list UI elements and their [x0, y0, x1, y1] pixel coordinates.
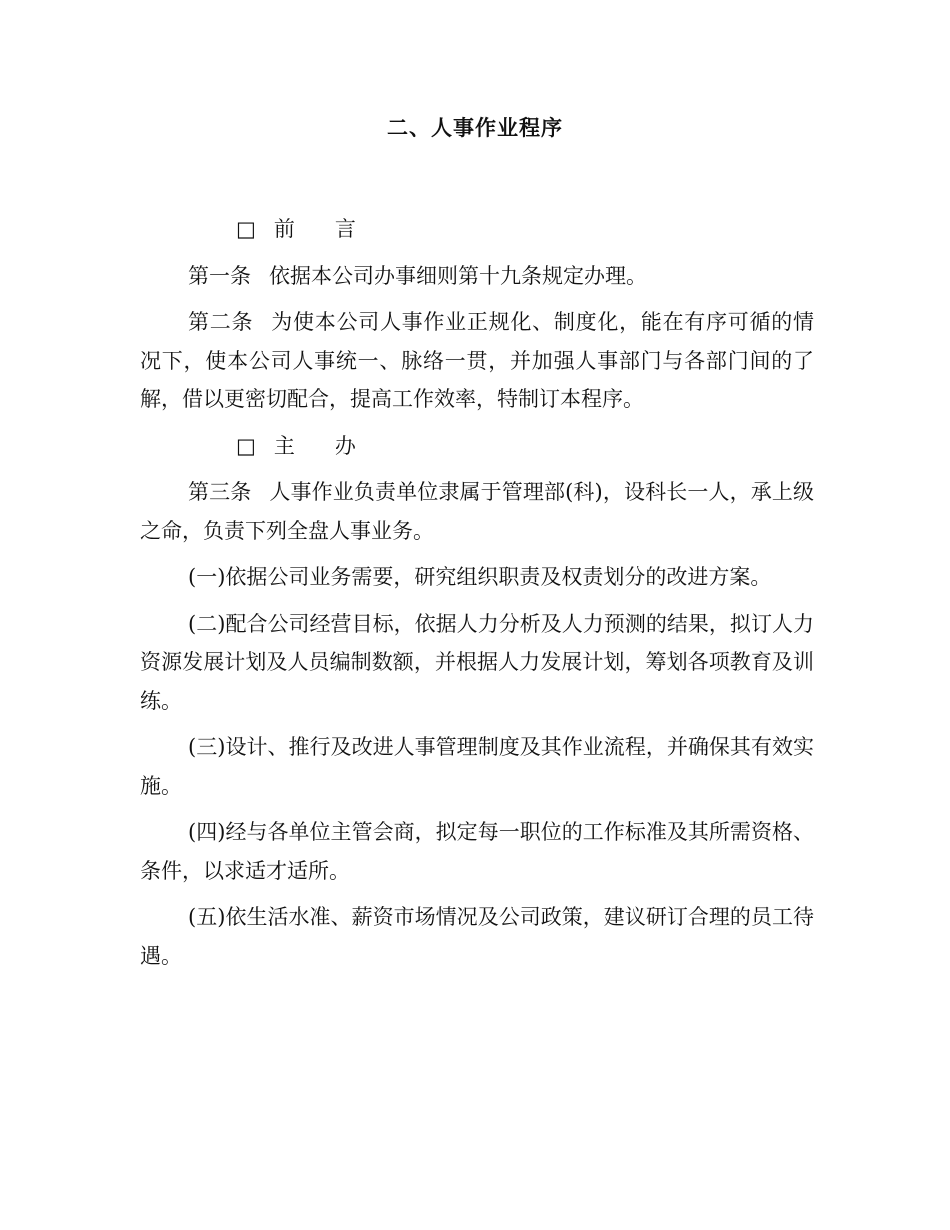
article-paragraph: [140, 303, 814, 419]
article-text: 人事作业负责单位隶属于管理部(科)，设科长一人，承上级之命，负责下列全盘人事业务。: [140, 480, 814, 543]
checkbox-icon: □: [236, 217, 256, 241]
list-item-text: (一)依据公司业务需要，研究组织职责及权责划分的改进方案。: [188, 565, 772, 589]
section-heading-preface: [140, 210, 814, 249]
list-item-paragraph: [140, 558, 814, 597]
list-item-text: (四)经与各单位主管会商，拟定每一职位的工作标准及其所需资格、条件，以求适才适所。: [140, 820, 814, 883]
list-item-paragraph: [140, 813, 814, 890]
article-number: 第二条: [188, 310, 254, 334]
article-text: 为使本公司人事作业正规化、制度化，能在有序可循的情况下，使本公司人事统一、脉络一贯，并加强人事部门与各部门间的了解，借以更密切配合，提高工作效率，特制订本程序。: [140, 310, 815, 411]
document-title: 二、人事作业程序: [387, 116, 563, 140]
article-text: 依据本公司办事细则第十九条规定办理。: [269, 263, 647, 288]
section-label: 主办: [273, 433, 396, 458]
article-number: 第三条: [188, 480, 252, 504]
checkbox-icon: □: [236, 433, 256, 458]
list-item-text: (二)配合公司经营目标，依据人力分析及人力预测的结果，拟订人力资源发展计划及人员编制数额，并根据人力发展计划，筹划各项教育及训练。: [140, 611, 814, 713]
list-item-paragraph: [140, 728, 814, 805]
list-item-text: (五)依生活水准、薪资市场情况及公司政策，建议研订合理的员工待遇。: [140, 905, 814, 968]
section-heading-host: [140, 427, 814, 466]
list-item-text: (三)设计、推行及改进人事管理制度及其作业流程，并确保其有效实施。: [140, 735, 814, 798]
list-item-paragraph: [140, 898, 814, 975]
section-label: 前言: [273, 217, 396, 241]
document-body: [140, 210, 814, 983]
article-paragraph: [140, 473, 814, 550]
article-number: 第一条: [188, 263, 251, 288]
article-paragraph: [140, 257, 814, 296]
list-item-paragraph: [140, 605, 814, 721]
